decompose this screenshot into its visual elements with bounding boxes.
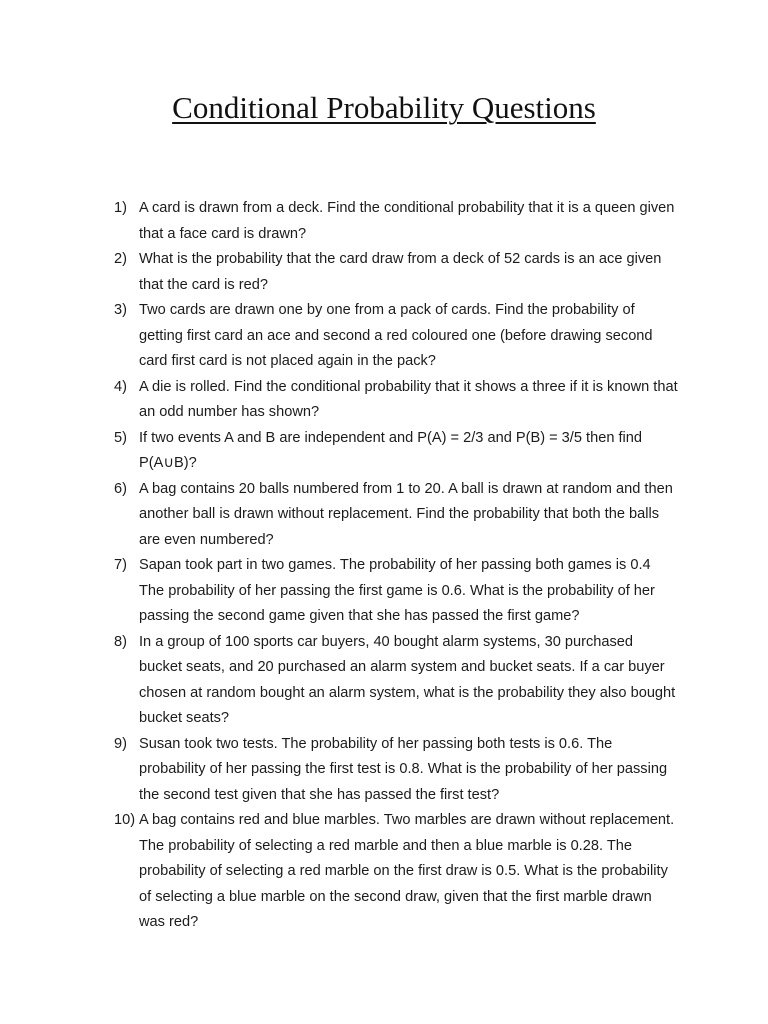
- question-item: [0, 247, 679, 298]
- question-text: Susan took two tests. The probability of her passing both tests is 0.6. The probability of her passing the first test is 0.8. What is the probability of her passing the second test given that she has passed the first test?: [139, 735, 668, 803]
- question-item: [0, 630, 679, 732]
- question-item: [0, 477, 679, 554]
- question-text: Two cards are drawn one by one from a pack of cards. Find the probability of getting first card an ace and second a red coloured one (before drawing second card first card is not placed again in the pack?: [139, 302, 653, 369]
- question-item: [0, 426, 679, 477]
- question-list: [0, 196, 768, 936]
- question-number: 9): [114, 735, 127, 752]
- question-text: Sapan took part in two games. The probability of her passing both games is 0.4 The probability of her passing the first game is 0.6. What is the probability of her passing the second game given that she has passed the first game?: [139, 557, 655, 624]
- question-text: What is the probability that the card draw from a deck of 52 cards is an ace given that the card is red?: [139, 251, 662, 293]
- question-item: [0, 553, 679, 630]
- page-title-text: Conditional Probability Questions: [172, 90, 596, 125]
- question-number: 4): [114, 378, 127, 395]
- question-item: [0, 196, 679, 247]
- page-title: [0, 86, 768, 130]
- question-number: 6): [114, 480, 127, 497]
- question-text: A bag contains 20 balls numbered from 1 to 20. A ball is drawn at random and then another ball is drawn without replacement. Find the probability that both the balls are even numbered?: [139, 480, 673, 548]
- question-number: 1): [114, 200, 127, 216]
- question-number: 3): [114, 302, 127, 318]
- question-item: [0, 298, 679, 375]
- question-text: In a group of 100 sports car buyers, 40 bought alarm systems, 30 purchased bucket seats, and 20 purchased an alarm system and bucket seats. If a car buyer chosen at random bought an alarm system, what is the probability they also bought bucket seats?: [139, 633, 676, 726]
- question-item: [0, 732, 679, 809]
- question-number: 10): [114, 812, 136, 828]
- question-item: [0, 808, 679, 936]
- question-number: 2): [114, 251, 127, 267]
- question-text: A bag contains red and blue marbles. Two marbles are drawn without replacement. The probability of selecting a red marble and then a blue marble is 0.28. The probability of selecting a red marble on the first draw is 0.5. What is the probability of selecting a blue marble on the second draw, given that the first marble drawn was red?: [139, 812, 675, 930]
- question-item: [0, 375, 679, 426]
- question-number: 8): [114, 633, 127, 650]
- question-number: 7): [114, 557, 127, 573]
- question-text: A card is drawn from a deck. Find the conditional probability that it is a queen given that a face card is drawn?: [139, 200, 675, 242]
- question-text: A die is rolled. Find the conditional probability that it shows a three if it is known that an odd number has shown?: [139, 378, 678, 420]
- question-text: If two events A and B are independent and P(A) = 2/3 and P(B) = 3/5 then find P(A∪B)?: [139, 429, 643, 471]
- question-number: 5): [114, 429, 127, 446]
